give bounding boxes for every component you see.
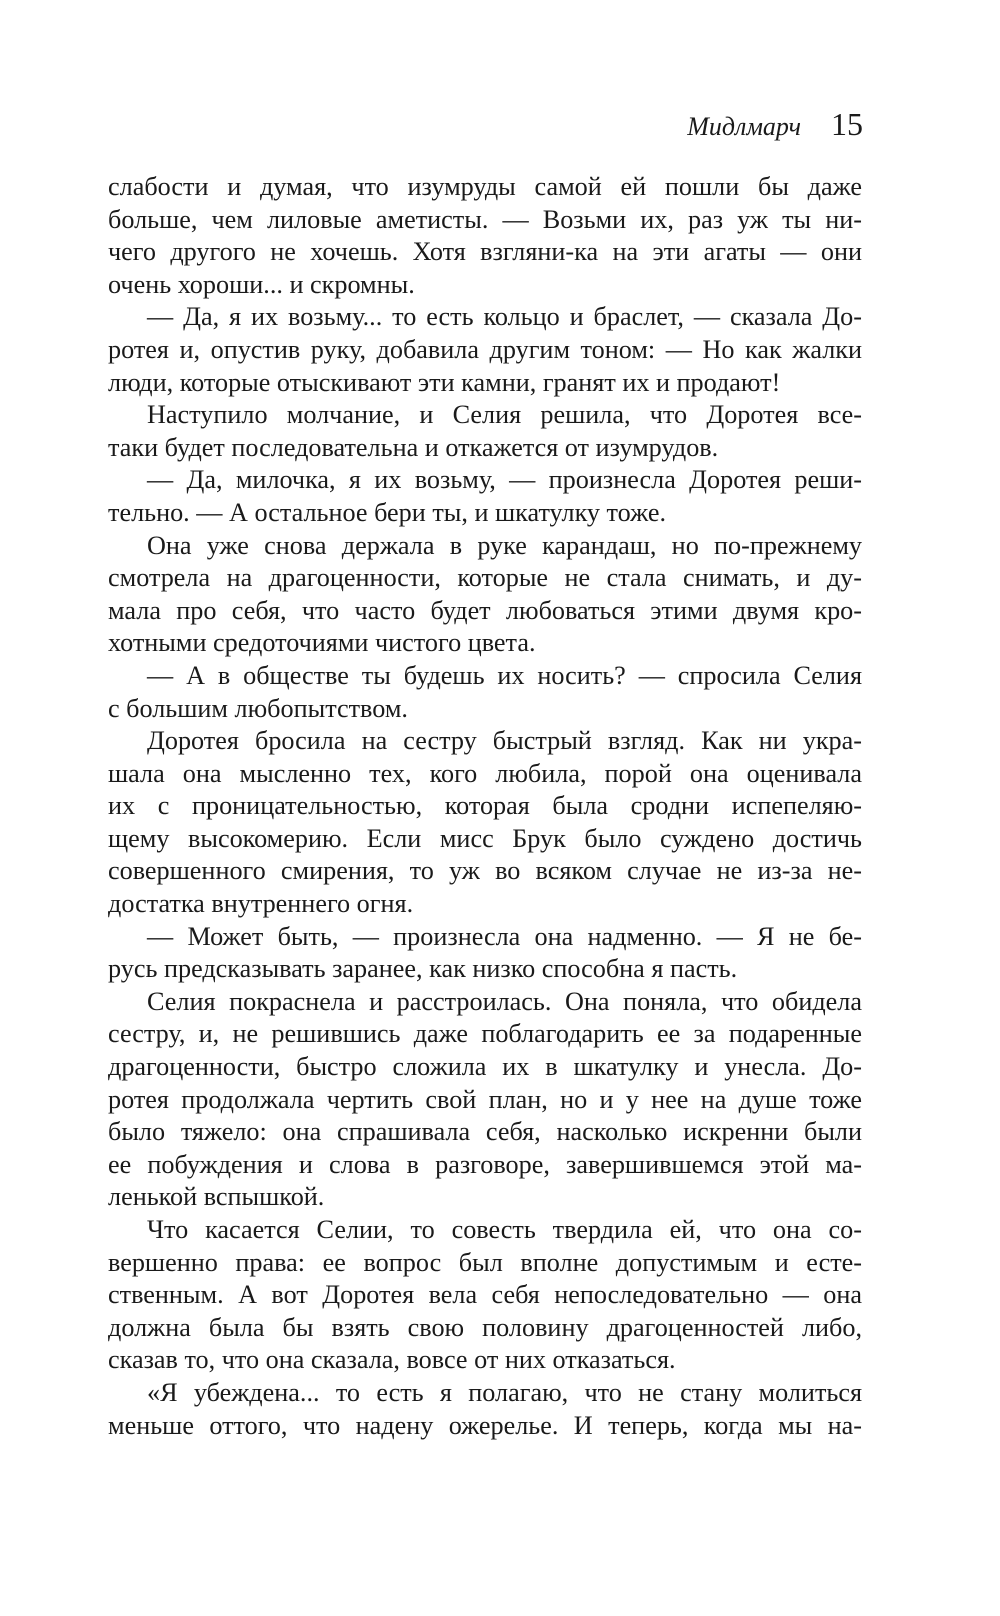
text-line: Она уже снова держала в руке карандаш, но по-прежнему xyxy=(147,530,862,560)
text-line: ленькой вспышкой. xyxy=(108,1182,325,1212)
text-line: сестру, и, не решившись даже поблагодарить ее за подаренные xyxy=(108,1019,862,1049)
text-line: ротея продолжала чертить свой план, но и у нее на душе тоже xyxy=(108,1084,862,1114)
running-head xyxy=(687,106,863,143)
text-line: Что касается Селии, то совесть твердила ей, что она со- xyxy=(147,1215,862,1244)
text-line: ротея и, опустив руку, добавила другим тоном: — Но как жалки xyxy=(108,334,862,364)
text-line: с большим любопытством. xyxy=(108,693,408,723)
running-title: Мидлмарч xyxy=(687,112,801,141)
body-text xyxy=(108,171,862,1442)
text-line: было тяжело: она спрашивала себя, насколько искренни были xyxy=(108,1117,862,1147)
text-line: Доротея бросила на сестру быстрый взгляд. Как ни укра- xyxy=(147,726,862,756)
text-line: люди, которые отыскивают эти камни, гранят их и продают! xyxy=(108,367,781,397)
text-line: совершенного смирения, то уж во всяком случае не из-за не- xyxy=(108,856,862,886)
text-line: чего другого не хочешь. Хотя взгляни-ка на эти агаты — они xyxy=(108,237,862,267)
text-line: — Да, я их возьму... то есть кольцо и браслет, — сказала До- xyxy=(147,302,862,332)
text-line: тельно. — А остальное бери ты, и шкатулку тоже. xyxy=(108,497,667,527)
text-line: сказав то, что она сказала, вовсе от них отказаться. xyxy=(108,1345,676,1375)
text-line: — Да, милочка, я их возьму, — произнесла Доротея реши- xyxy=(147,465,862,495)
text-line: смотрела на драгоценности, которые не стала снимать, и ду- xyxy=(108,563,862,593)
page-number: 15 xyxy=(831,106,863,142)
text-line: ее побуждения и слова в разговоре, завершившемся этой ма- xyxy=(108,1149,862,1179)
text-line: драгоценности, быстро сложила их в шкатулку и унесла. До- xyxy=(108,1052,862,1082)
text-line: ственным. А вот Доротея вела себя непоследовательно — она xyxy=(108,1280,862,1310)
text-line: больше, чем лиловые аметисты. — Возьми их, раз уж ты ни- xyxy=(108,204,862,234)
text-line: должна была бы взять свою половину драгоценностей либо, xyxy=(108,1312,862,1342)
text-line: русь предсказывать заранее, как низко способна я пасть. xyxy=(108,954,738,984)
text-line: «Я убеждена... то есть я полагаю, что не стану молиться xyxy=(147,1377,862,1407)
text-line: Наступило молчание, и Селия решила, что Доротея все- xyxy=(147,400,862,430)
text-line: меньше оттого, что надену ожерелье. И теперь, когда мы на- xyxy=(108,1410,862,1440)
text-line: их с проницательностью, которая была сродни испепеляю- xyxy=(108,791,862,821)
text-line: шала она мысленно тех, кого любила, порой она оценивала xyxy=(108,758,862,788)
text-line: — А в обществе ты будешь их носить? — спросила Селия xyxy=(147,660,862,690)
text-line: таки будет последовательна и откажется от изумрудов. xyxy=(108,432,719,462)
text-line: Селия покраснела и расстроилась. Она поняла, что обидела xyxy=(147,986,862,1016)
text-line: мала про себя, что часто будет любоваться этими двумя кро- xyxy=(108,595,862,625)
text-line: — Может быть, — произнесла она надменно. — Я не бе- xyxy=(147,921,862,951)
text-line: вершенно права: ее вопрос был вполне допустимым и есте- xyxy=(108,1247,862,1277)
text-line: хотными средоточиями чистого цвета. xyxy=(108,628,536,658)
text-line: очень хороши... и скромны. xyxy=(108,269,415,299)
text-line: щему высокомерию. Если мисс Брук было суждено достичь xyxy=(108,823,862,853)
text-line: слабости и думая, что изумруды самой ей пошли бы даже xyxy=(108,172,862,201)
text-line: достатка внутреннего огня. xyxy=(108,889,414,919)
